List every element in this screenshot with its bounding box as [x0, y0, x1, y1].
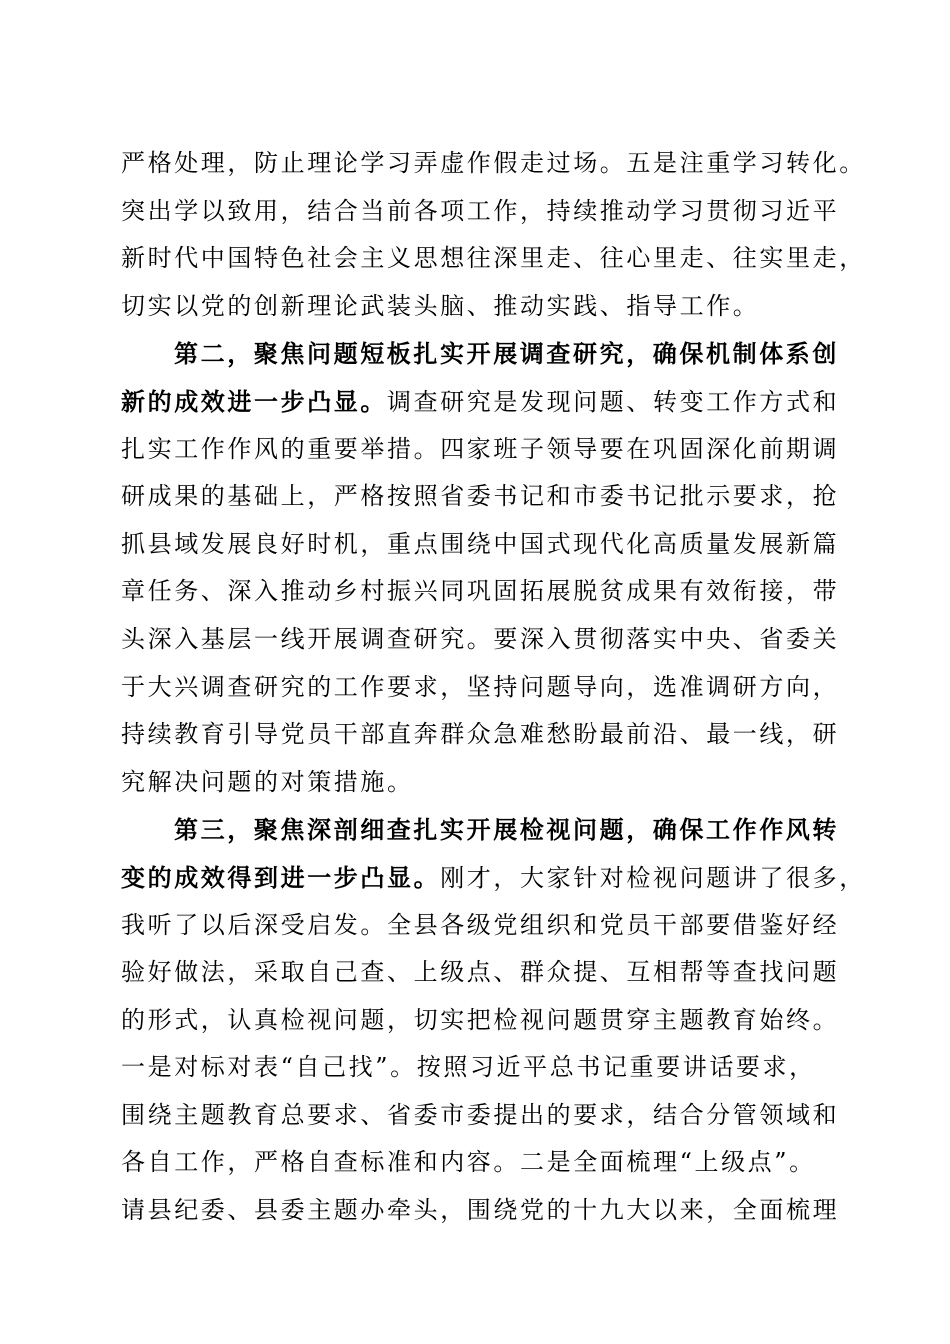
text-line	[121, 283, 841, 331]
text-line	[121, 997, 841, 1045]
text-line	[121, 568, 841, 616]
text-run: 扎实工作作风的重要举措。四家班子领导要在巩固深化前期调	[121, 434, 840, 463]
text-run: 于大兴调查研究的工作要求，坚持问题导向，选准调研方向，	[121, 672, 840, 701]
text-line	[121, 1187, 841, 1235]
text-line	[121, 140, 866, 188]
text-line	[121, 1044, 841, 1092]
text-line	[121, 235, 866, 283]
text-run: 新时代中国特色社会主义思想往深里走、往心里走、往实里走，	[121, 244, 866, 273]
text-run: 请县纪委、县委主题办牵头，围绕党的十九大以来，全面梳理	[121, 1196, 840, 1225]
text-run: 严格处理，防止理论学习弄虚作假走过场。五是注重学习转化。	[121, 149, 866, 177]
text-run: 各自工作，严格自查标准和内容。二是全面梳理“上级点”。	[121, 1148, 816, 1177]
text-run: 抓县域发展良好时机，重点围绕中国式现代化高质量发展新篇	[121, 529, 840, 558]
text-run: 持续教育引导党员干部直奔群众急难愁盼最前沿、最一线，研	[121, 720, 840, 749]
text-line	[121, 1139, 841, 1187]
text-run: 章任务、深入推动乡村振兴同巩固拓展脱贫成果有效衔接，带	[121, 577, 840, 606]
text-run: 验好做法，采取自己查、上级点、群众提、互相帮等查找问题	[121, 958, 840, 987]
text-run: 切实以党的创新理论武装头脑、推动实践、指导工作。	[121, 291, 760, 320]
text-run: 一是对标对表“自己找”。按照习近平总书记重要讲话要求，	[121, 1053, 816, 1082]
text-line	[121, 664, 841, 712]
heading-run: 第三，聚焦深剖细查扎实开展检视问题，确保工作作风转	[174, 815, 839, 845]
text-line	[121, 330, 841, 378]
heading-run: 第二，聚焦问题短板扎实开展调查研究，确保机制体系创	[174, 339, 839, 369]
heading-run: 新的成效进一步凸显。	[121, 386, 387, 416]
text-line	[121, 378, 841, 426]
heading-run: 变的成效得到进一步凸显。	[121, 862, 441, 892]
text-run: 头深入基层一线开展调查研究。要深入贯彻落实中央、省委关	[121, 624, 840, 653]
text-line	[121, 949, 841, 997]
paragraph-2	[121, 330, 841, 806]
text-run: 刚才，大家针对检视问题讲了很多，	[440, 863, 866, 892]
text-run: 调查研究是发现问题、转变工作方式和	[387, 387, 840, 416]
document-body	[121, 140, 866, 1235]
text-run: 究解决问题的对策措施。	[121, 767, 414, 796]
text-line	[121, 1092, 841, 1140]
text-line	[121, 854, 866, 902]
text-line	[121, 426, 841, 474]
paragraph-3	[121, 806, 866, 1234]
paragraph-1	[121, 140, 866, 330]
text-run: 研成果的基础上，严格按照省委书记和市委书记批示要求，抢	[121, 482, 840, 511]
text-run: 突出学以致用，结合当前各项工作，持续推动学习贯彻习近平	[121, 196, 840, 225]
text-line	[121, 188, 841, 236]
text-line	[121, 759, 841, 807]
text-line	[121, 616, 841, 664]
text-line	[121, 902, 841, 950]
text-run: 我听了以后深受启发。全县各级党组织和党员干部要借鉴好经	[121, 910, 840, 939]
text-run: 围绕主题教育总要求、省委市委提出的要求，结合分管领域和	[121, 1100, 840, 1129]
text-line	[121, 473, 841, 521]
text-line	[121, 521, 841, 569]
text-line	[121, 806, 841, 854]
text-line	[121, 711, 841, 759]
text-run: 的形式，认真检视问题，切实把检视问题贯穿主题教育始终。	[121, 1005, 840, 1034]
